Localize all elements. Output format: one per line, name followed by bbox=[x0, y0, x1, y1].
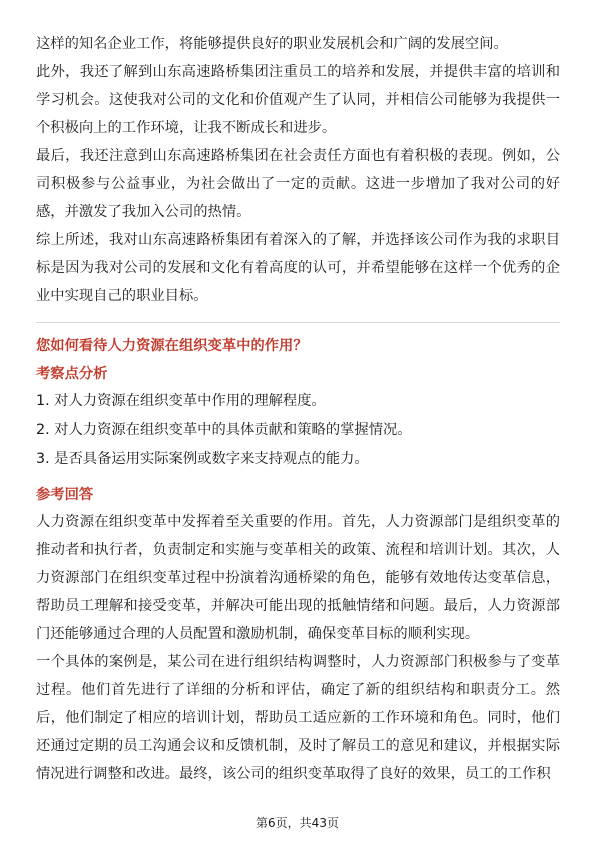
analysis-item-1: 1. 对人力资源在组织变革中作用的理解程度。 bbox=[36, 393, 326, 409]
intro-paragraph-2: 此外，我还了解到山东高速路桥集团注重员工的培养和发展，并提供丰富的培训和学习机会。这使我对公司的文化和价值观产生了认同，并相信公司能够为我提供一个积极向上的工作环境，让我不断成长和进步。 bbox=[36, 64, 560, 136]
answer-paragraph-1: 人力资源在组织变革中发挥着至关重要的作用。首先，人力资源部门是组织变革的推动者和执行者，负责制定和实施与变革相关的政策、流程和培训计划。其次，人力资源部门在组织变革过程中扮演着沟通桥梁的角色，能够有效地传达变革信息，帮助员工理解和接受变革，并解决可能出现的抵触情绪和问题。最后，人力资源部门还能够通过合理的人员配置和激励机制，确保变革目标的顺利实现。 bbox=[36, 514, 560, 642]
analysis-heading: 考察点分析 bbox=[36, 366, 108, 382]
analysis-item-3: 3. 是否具备运用实际案例或数字来支持观点的能力。 bbox=[36, 451, 369, 467]
question-title: 您如何看待人力资源在组织变革中的作用？ bbox=[36, 338, 308, 354]
page-number-footer: 第6页，共43页 bbox=[256, 816, 339, 830]
intro-paragraph-4: 综上所述，我对山东高速路桥集团有着深入的了解，并选择该公司作为我的求职目标是因为我对公司的发展和文化有着高度的认可，并希望能够在这样一个优秀的企业中实现自己的职业目标。 bbox=[36, 232, 560, 304]
intro-paragraph-1: 这样的知名企业工作，将能够提供良好的职业发展机会和广阔的发展空间。 bbox=[36, 36, 508, 52]
spacer bbox=[36, 474, 560, 480]
analysis-item-2: 2. 对人力资源在组织变革中的具体贡献和策略的掌握情况。 bbox=[36, 422, 412, 438]
section-divider bbox=[36, 322, 560, 323]
answer-heading: 参考回答 bbox=[36, 487, 94, 503]
page-content bbox=[36, 30, 560, 788]
answer-paragraph-2: 一个具体的案例是，某公司在进行组织结构调整时，人力资源部门积极参与了变革过程。他们首先进行了详细的分析和评估，确定了新的组织结构和职责分工。然后，他们制定了相应的培训计划，帮助员工适应新的工作环境和角色。同时，他们还通过定期的员工沟通会议和反馈机制，及时了解员工的意见和建议，并根据实际情况进行调整和改进。最终，该公司的组织变革取得了良好的效果，员工的工作积 bbox=[36, 654, 560, 782]
intro-paragraph-3: 最后，我还注意到山东高速路桥集团在社会责任方面也有着积极的表现。例如，公司积极参与公益事业，为社会做出了一定的贡献。这进一步增加了我对公司的好感，并激发了我加入公司的热情。 bbox=[36, 148, 560, 220]
